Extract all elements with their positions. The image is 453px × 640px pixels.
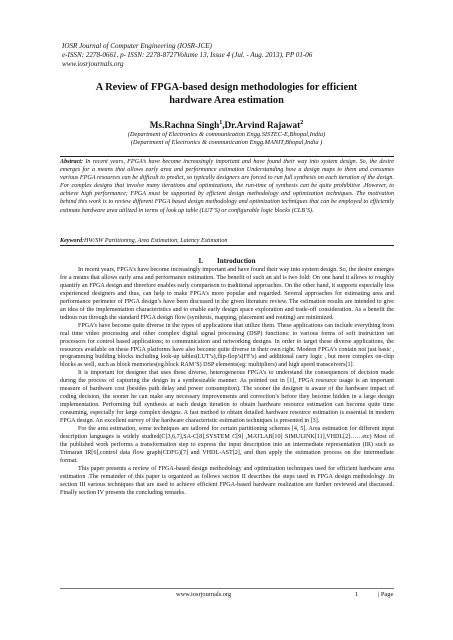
affiliation-2: (Department of Electronics & communication Engg.MANIT,Bhopal,India ) — [130, 139, 323, 146]
section-title: Introduction — [217, 257, 256, 265]
keywords — [60, 237, 394, 245]
paper-title-line-1: A Review of FPGA-based design methodologies for efficient — [95, 82, 358, 93]
keywords-label: Keyword: — [60, 238, 85, 244]
journal-name: IOSR Journal of Computer Engineering (IOSR-JCE) — [62, 42, 212, 50]
affiliations — [45, 131, 408, 147]
footer-rule — [60, 588, 394, 589]
author-line — [45, 118, 408, 131]
journal-header — [62, 42, 402, 69]
keywords-text: HW/SW Partitioning, Area Estimation, Latency Estimation — [84, 238, 228, 244]
author-2: ,Dr.Arvind Rajawat — [222, 120, 301, 131]
journal-issn: e-ISSN: 2278-0661, p- ISSN: 2278-8727Volume 13, Issue 4 (Jul. - Aug. 2013), PP 01-06 — [62, 51, 313, 59]
author-2-sup: 2 — [300, 120, 304, 126]
author-1: Ms.Rachna Singh — [149, 120, 220, 131]
author-1-sup: 1 — [219, 120, 223, 126]
section-number: I. — [198, 257, 204, 265]
affiliation-1: (Department of Electronics & communication Engg.SISTEC-E,Bhopal,India) — [127, 131, 326, 138]
journal-site[interactable]: www.iosrjournals.org — [62, 60, 124, 68]
paper-title — [45, 81, 408, 107]
footer-page-label: | Page — [378, 591, 394, 598]
abstract-label: Abstract: — [60, 159, 84, 165]
section-heading — [60, 257, 394, 266]
body-paragraph-2: FPGA’s have become quite diverse in the types of applications that utilize them. These applications can include everything from real time video processing and other complex digital signal processing (DSP) functions: to various forms of soft instruction set processors for control based applications; to communication and networking designs. In order to target these diverse applications, the resources available on these FPGA platforms have also become quite diverse in their own right. Modern FPGA’s contain not just basic , programming building blocks including look-up tables(LUT’s),flip-flop’s(FF’s) and additional carry logic , but more complex on-chip blocks as well, such as block memories(eg.block RAM’S) DSP elements(eg: multipliers) and high speed transceivers[1]. — [60, 322, 394, 369]
footer-page-number: 1 — [355, 591, 359, 598]
abstract — [60, 158, 394, 215]
body-paragraph-3: It is important for designer that uses these diverse, heterogeneous FPGA’s to understand the consequences of decision made during the process of capturing the design in a synthesizable manner. As pointed out in [1], FPGA resource usage is an important measure of hardware cost (besides path delay and power consumption). The sooner the designer is aware of the hardware impact of coding decision, the sooner he can make any necessary improvements and correction’s before they become hidden in a large design implementation. Performing full synthesis at each design iteration to obtain hardware resource estimation can become quite time consuming, especially for large complex designs. A fast method to obtain detailed hardware resource estimation is essential in modern FPGA design. An excellent survey of the hardware characteristic estimation techniques is presented in [3]. — [60, 370, 394, 425]
body-paragraph-5: This paper presents a review of FPGA-based design methodology and optimization techniques used for efficient hardware area estimation .The remainder of this paper is organized as follows section II describes the steps used in FPGA design methodology .In section III various techniques that are used to achieve efficient FPGA-based hardware realization are further reviewed and discussed. Finally section IV presents the concluding remarks. — [60, 465, 394, 496]
body-paragraph-1: In recent years, FPGA’s have become increasingly important and have found their way into system design. So, the desire emerges for a means that allows early area and performance estimation. The benefit of such an aid is two fold: On one hand it allows to roughly quantify an FPGA design and therefore enables early comparison to traditional approaches. On the other hand, it supports especially less experienced designers and thus, can help to make FPGA’s more popular and regarded. Several approaches for estimating area and performance perimeter of FPGA design’s have been discussed in the given literature review. The estimation results are intended to give an idea of the implementation characteristics and to enable early design space exploration and trade-off consideration. As a benefit the tedious run through the standard FPGA design flow (synthesis, mapping, placement and routing) are minimized. — [60, 267, 395, 321]
paper-title-line-2: hardware Area estimation — [169, 95, 284, 106]
body-text — [60, 267, 394, 498]
footer-site-link[interactable]: www.iosrjournals.org — [176, 591, 232, 598]
body-paragraph-4: For the area estimation, some techniques are tailored for certain partitioning schemes [4, 5]. Area estimation for different input description languages is widely studied(C[3,6,7],SA-C[8],SYSTEM C[9] ,MATLAB[10] SIMULINK[11],VHDL[2]……etc) Most of the published work performs a transformation step to express the input description into an intermediate representation (IR) such as Trimaran IR[6],control data flow graph(CDFG)[7] and VHDL-AST[2], and then apply the estimation process on the intermediate format. — [60, 426, 394, 464]
abstract-text: In recent years, FPGA’s have become increasingly important and have found their way into system design. So, the desire emerges for a means that allows early area and performance estimation Understanding how a design maps to them and consumes various FPGA resources can be difficult to predict, so typically designers are forced to run full synthesis on each iteration of the design. For complex designs that involve many iterations and optimizations, the run-time of synthesis can be quite prohibitive .However, to achieve high performance; FPGA must be supported by efficient design methodology and optimization techniques. The motivation behind this work is to review different FPGA based design methodology and optimization techniques that can be employed to efficiently estimate hardware area utilized in terms of look up table (LUT’S) or configurable logic blocks (CLB’S). — [60, 159, 394, 214]
